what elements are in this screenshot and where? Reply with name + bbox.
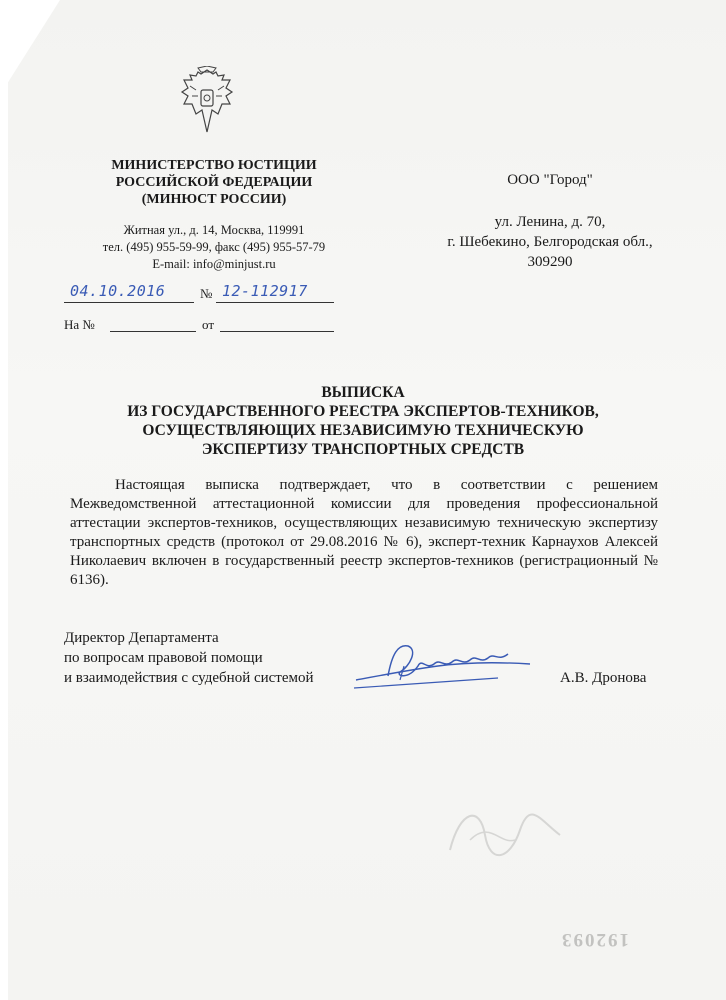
number-underline [216,302,334,303]
paper-edge [0,0,8,1000]
recipient-zip: 309290 [527,254,573,270]
recipient-org: ООО "Город" [507,172,593,188]
document-title [80,383,646,459]
title-line4: ЭКСПЕРТИЗУ ТРАНСПОРТНЫХ СРЕДСТВ [201,441,525,458]
ministry-line3: (МИНЮСТ РОССИИ) [141,192,287,207]
signer-position [64,628,314,688]
handwritten-number: 12-112917 [222,282,308,300]
handwritten-date: 04.10.2016 [70,282,166,300]
coat-of-arms-icon [176,66,238,136]
torn-corner [0,0,60,95]
from-label: от [202,317,215,332]
in-reply-underline [110,331,196,332]
in-reply-label: На № [64,317,95,332]
signer-position-line3: и взаимодействия с судебной системой [64,670,314,686]
date-underline [64,302,194,303]
ministry-line2: РОССИЙСКОЙ ФЕДЕРАЦИИ [115,175,313,190]
body-paragraph: Настоящая выписка подтверждает, что в соответствии с решением Межведомственной аттестационной комиссии для проведения профессиональной аттестации экспертов-техников, осуществляющих независимую техническую экспертизу транспортных средств (протокол от 29.08.2016 № 6), эксперт-техник Карнаухов Алексей Николаевич включен в государственный реестр экспертов-техников (регистрационный № 6136). [70,477,658,588]
ministry-contacts [64,222,364,273]
number-sign: № [200,286,213,301]
signer-name: А.В. Дронова [560,670,647,686]
reverse-side-signature [440,800,570,870]
signer-position-line1: Директор Департамента [64,630,219,646]
recipient-block [420,170,680,272]
recipient-street: ул. Ленина, д. 70, [494,214,606,230]
ministry-line1: МИНИСТЕРСТВО ЮСТИЦИИ [111,158,317,173]
recipient-city: г. Шебекино, Белгородская обл., [447,234,653,250]
signer-position-line2: по вопросам правовой помощи [64,650,263,666]
ministry-email: E-mail: info@minjust.ru [152,257,276,271]
title-line3: ОСУЩЕСТВЛЯЮЩИХ НЕЗАВИСИМУЮ ТЕХНИЧЕСКУЮ [142,422,584,439]
title-line2: ИЗ ГОСУДАРСТВЕННОГО РЕЕСТРА ЭКСПЕРТОВ-ТЕХНИКОВ, [127,403,599,420]
from-underline [220,331,334,332]
serial-number: 192093 [560,929,629,950]
ministry-phones: тел. (495) 955-59-99, факс (495) 955-57-79 [102,240,326,254]
ministry-header [64,157,364,208]
title-line1: ВЫПИСКА [321,384,405,401]
handwritten-signature [348,636,538,696]
ministry-address: Житная ул., д. 14, Москва, 119991 [123,223,305,237]
